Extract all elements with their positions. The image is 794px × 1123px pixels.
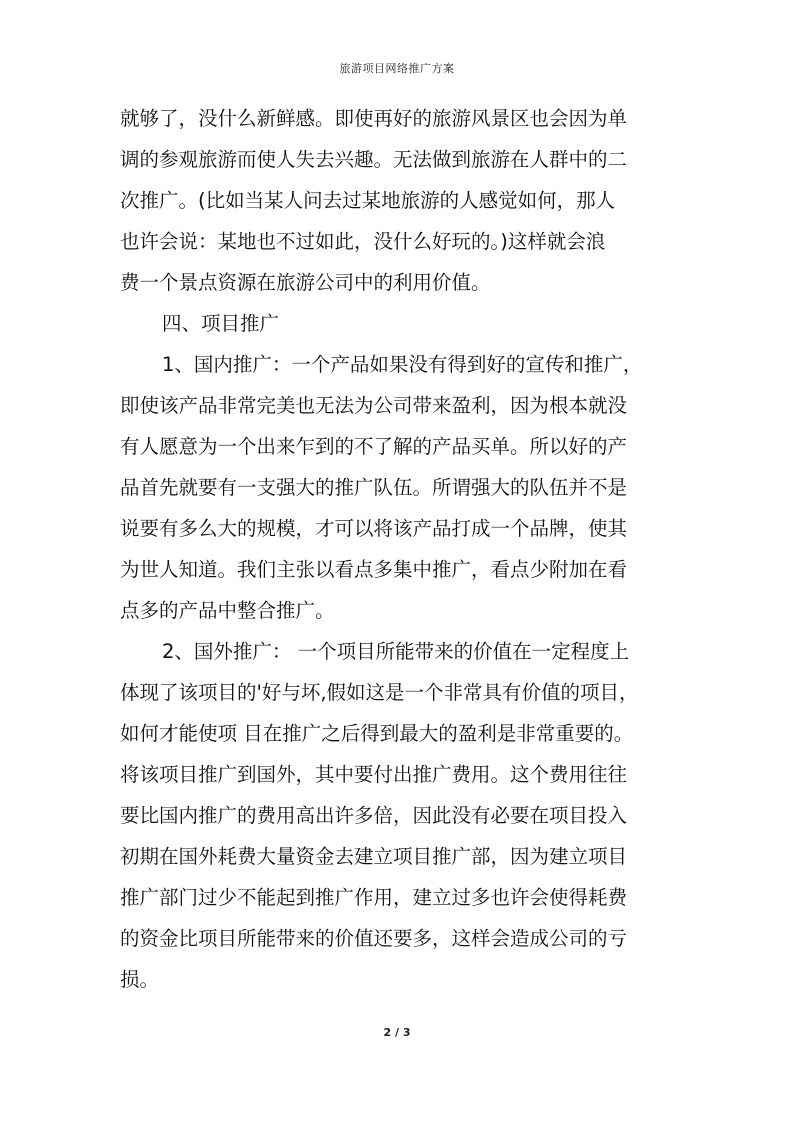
body-line: 1、国内推广：一个产品如果没有得到好的宣传和推广， <box>162 353 643 376</box>
body-line: 体现了该项目的'好与坏,假如这是一个非常具有价值的项目， <box>120 681 639 704</box>
section-heading: 四、项目推广 <box>162 312 280 335</box>
body-line: 有人愿意为一个出来乍到的不了解的产品买单。所以好的产 <box>120 435 628 458</box>
body-line: 费一个景点资源在旅游公司中的利用价值。 <box>120 271 491 294</box>
body-line: 即使该产品非常完美也无法为公司带来盈利，因为根本就没 <box>120 394 628 417</box>
page-number: 2 / 3 <box>383 1026 411 1039</box>
body-line: 2、国外推广： 一个项目所能带来的价值在一定程度上 <box>162 640 630 663</box>
body-line: 损。 <box>120 968 160 991</box>
page-header: 旅游项目网络推广方案 <box>339 62 455 75</box>
body-line: 就够了，没什么新鲜感。即使再好的旅游风景区也会因为单 <box>120 107 628 130</box>
body-line: 要比国内推广的费用高出许多倍，因此没有必要在项目投入 <box>120 804 628 827</box>
body-line: 为世人知道。我们主张以看点多集中推广，看点少附加在看 <box>120 558 628 581</box>
document-body <box>120 98 690 1000</box>
body-line: 说要有多么大的规模，才可以将该产品打成一个品牌，使其 <box>120 517 628 540</box>
body-line: 调的参观旅游而使人失去兴趣。无法做到旅游在人群中的二 <box>120 148 628 171</box>
body-line: 次推广。(比如当某人问去过某地旅游的人感觉如何，那人 <box>120 189 616 212</box>
body-line: 的资金比项目所能带来的价值还要多，这样会造成公司的亏 <box>120 927 628 950</box>
body-line: 也许会说：某地也不过如此，没什么好玩的。)这样就会浪 <box>120 230 606 253</box>
body-line: 将该项目推广到国外，其中要付出推广费用。这个费用往往 <box>120 763 628 786</box>
body-line: 推广部门过少不能起到推广作用，建立过多也许会使得耗费 <box>120 886 628 909</box>
body-line: 品首先就要有一支强大的推广队伍。所谓强大的队伍并不是 <box>120 476 628 499</box>
body-line: 初期在国外耗费大量资金去建立项目推广部，因为建立项目 <box>120 845 628 868</box>
body-line: 如何才能使项 目在推广之后得到最大的盈利是非常重要的。 <box>120 722 634 745</box>
body-line: 点多的产品中整合推广。 <box>120 599 335 622</box>
